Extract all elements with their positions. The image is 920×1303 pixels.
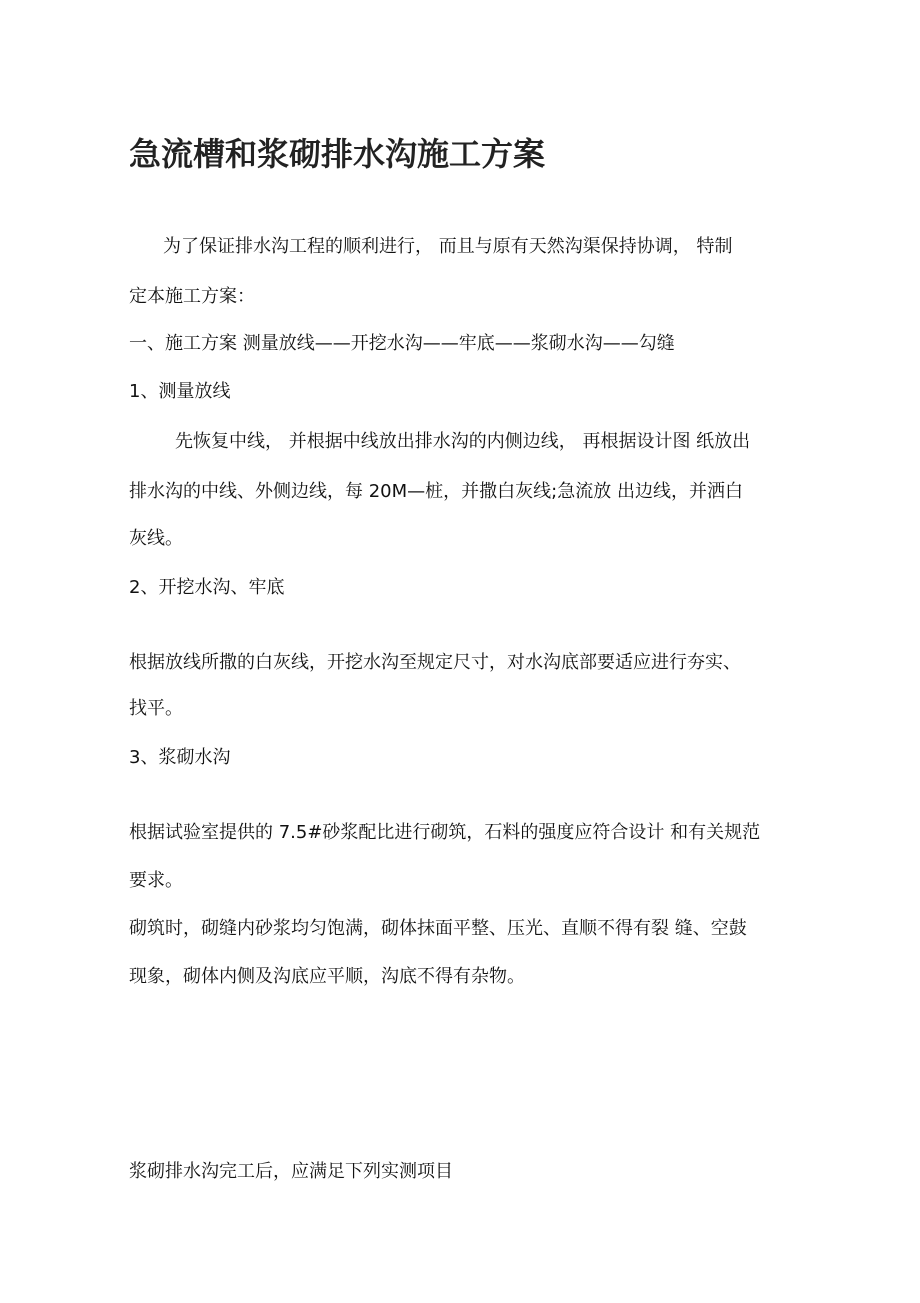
step2-heading: 2、开挖水沟、牢底 — [129, 577, 285, 598]
intro-line-1: 为了保证排水沟工程的顺利进行， 而且与原有天然沟渠保持协调， 特制 — [163, 236, 733, 257]
step1-line-3: 灰线。 — [129, 528, 183, 549]
step1-heading: 1、测量放线 — [129, 381, 231, 402]
intro-line-2: 定本施工方案： — [129, 286, 255, 307]
step3-line-1: 根据试验室提供的 7.5#砂浆配比进行砌筑，石料的强度应符合设计 和有关规范 — [129, 822, 761, 843]
closing-line: 浆砌排水沟完工后，应满足下列实测项目 — [129, 1161, 453, 1182]
step2-line-2: 找平。 — [129, 698, 183, 719]
step3-line-4: 现象，砌体内侧及沟底应平顺，沟底不得有杂物。 — [129, 966, 525, 987]
step1-line-1: 先恢复中线， 并根据中线放出排水沟的内侧边线， 再根据设计图 纸放出 — [175, 431, 751, 452]
page-title: 急流槽和浆砌排水沟施工方案 — [129, 135, 546, 173]
step3-line-3: 砌筑时，砌缝内砂浆均匀饱满，砌体抹面平整、压光、直顺不得有裂 缝、空鼓 — [129, 918, 747, 939]
step1-line-2: 排水沟的中线、外侧边线，每 20M—桩，并撒白灰线;急流放 出边线，并洒白 — [129, 481, 743, 502]
step2-line-1: 根据放线所撒的白灰线，开挖水沟至规定尺寸，对水沟底部要适应进行夯实、 — [129, 652, 741, 673]
section-one-heading: 一、施工方案 测量放线——开挖水沟——牢底——浆砌水沟——勾缝 — [129, 333, 675, 354]
step3-heading: 3、浆砌水沟 — [129, 747, 231, 768]
step3-line-2: 要求。 — [129, 870, 183, 891]
